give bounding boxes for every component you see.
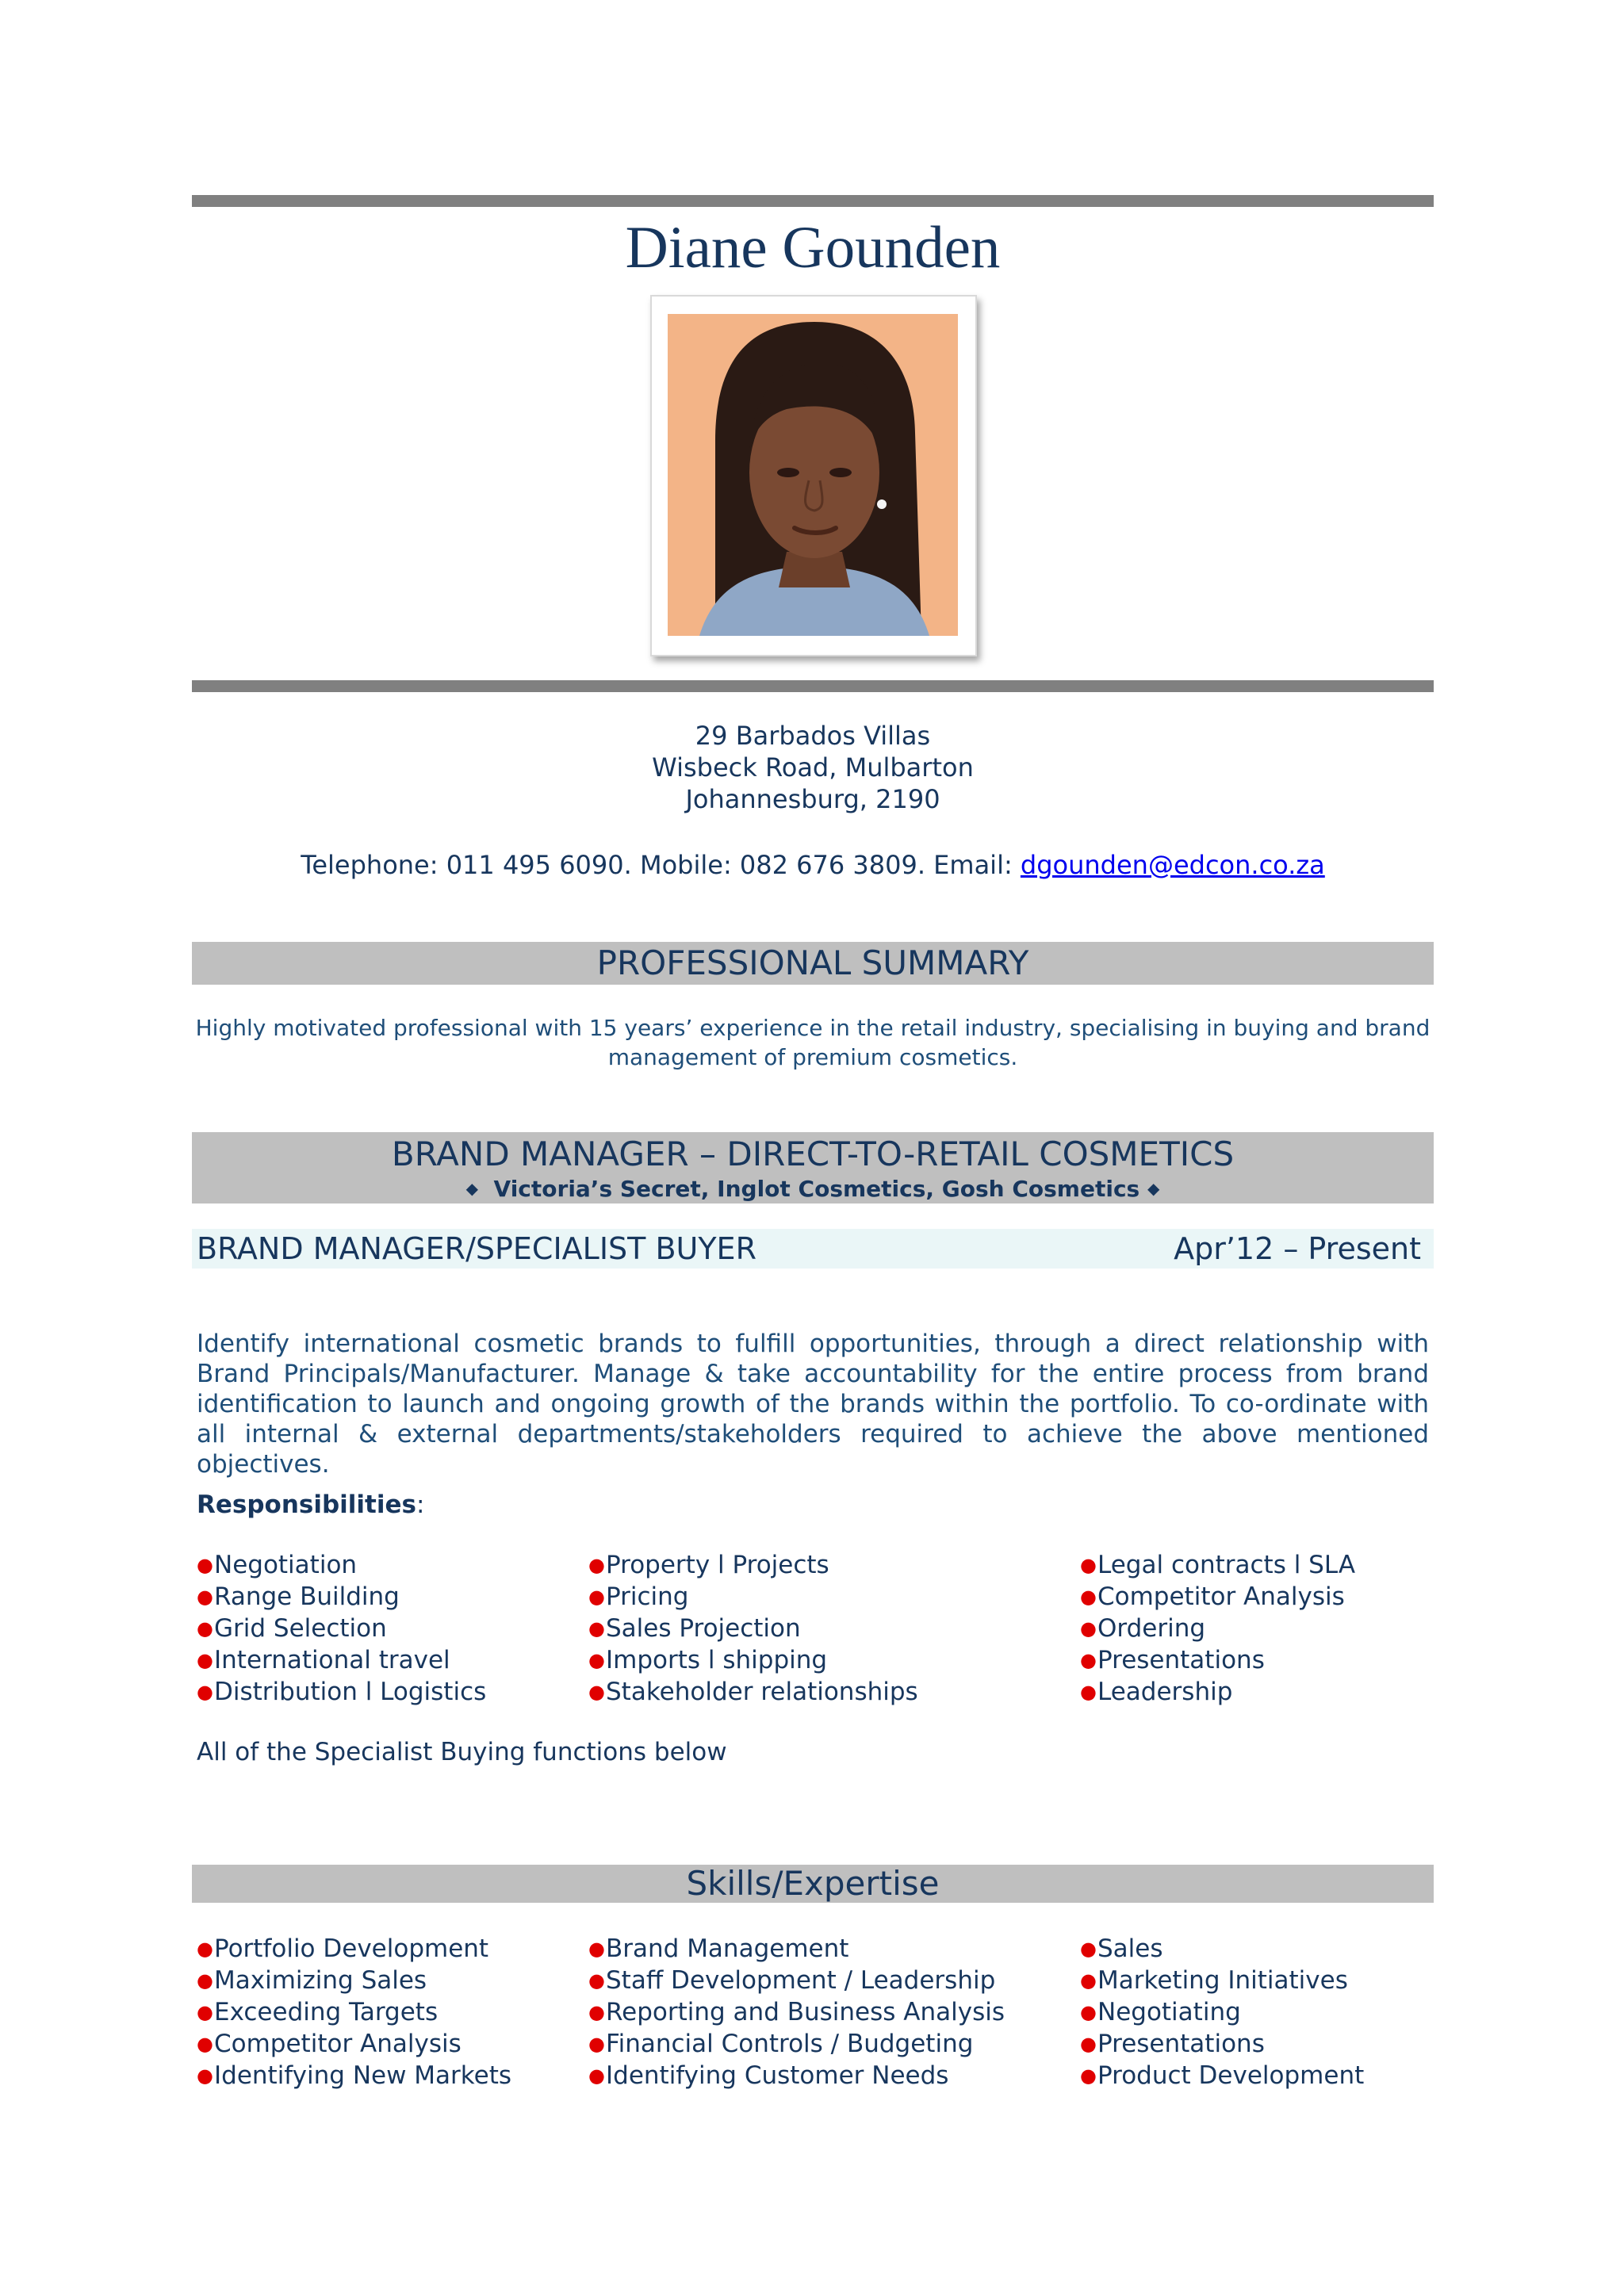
list-item <box>588 1549 918 1581</box>
list-item-label: Grid Selection <box>214 1614 387 1643</box>
list-item <box>197 1549 486 1581</box>
list-item-label: Stakeholder relationships <box>606 1678 918 1706</box>
profile-photo-frame <box>650 295 977 656</box>
list-item-label: Distribution l Logistics <box>214 1678 487 1706</box>
list-item-label: Leadership <box>1097 1678 1233 1706</box>
list-item <box>1080 2028 1364 2060</box>
list-item <box>1080 1581 1355 1613</box>
bullet-icon: ● <box>588 2064 605 2087</box>
list-item-label: Imports l shipping <box>606 1646 828 1674</box>
bullet-icon: ● <box>197 2064 213 2087</box>
list-item <box>588 1933 1005 1965</box>
address-line-3: Johannesburg, 2190 <box>685 784 940 814</box>
professional-summary-text: Highly motivated professional with 15 years’ experience in the retail industry, specialising in buying and brand management of premium cosmetics. <box>195 1015 1431 1070</box>
contact-line <box>192 850 1434 880</box>
list-item <box>1080 1676 1355 1708</box>
bullet-icon: ● <box>197 1617 213 1640</box>
bullet-icon: ● <box>588 2033 605 2055</box>
skills-band <box>192 1865 1434 1903</box>
bullet-icon: ● <box>1080 2064 1097 2087</box>
list-item <box>197 1581 486 1613</box>
list-item <box>588 1581 918 1613</box>
list-item-label: Maximizing Sales <box>214 1966 427 1995</box>
list-item <box>197 2028 511 2060</box>
address-line-1: 29 Barbados Villas <box>695 721 931 751</box>
responsibilities-heading: Responsibilities: <box>197 1490 425 1519</box>
bullet-icon: ● <box>1080 1649 1097 1671</box>
bullet-icon: ● <box>1080 1554 1097 1576</box>
diamond-bullet-icon: ◆ <box>465 1179 479 1198</box>
skills-heading: Skills/Expertise <box>686 1864 940 1903</box>
list-item <box>588 1644 918 1676</box>
professional-summary-band <box>192 942 1434 985</box>
list-item <box>197 1933 511 1965</box>
list-item <box>197 1965 511 1996</box>
bullet-icon: ● <box>197 1681 213 1703</box>
responsibilities-column-3 <box>1080 1549 1355 1708</box>
contact-phone-mobile: Telephone: 011 495 6090. Mobile: 082 676 3809. Email: <box>301 850 1021 880</box>
list-item-label: Legal contracts l SLA <box>1097 1551 1356 1579</box>
list-item-label: Identifying Customer Needs <box>606 2061 949 2090</box>
list-item-label: Negotiating <box>1097 1998 1241 2026</box>
list-item-label: Property l Projects <box>606 1551 829 1579</box>
list-item-label: Competitor Analysis <box>1097 1582 1345 1611</box>
skills-column-1 <box>197 1933 511 2091</box>
bullet-icon: ● <box>588 1649 605 1671</box>
list-item <box>588 2060 1005 2091</box>
list-item-label: Presentations <box>1097 1646 1265 1674</box>
brand-list: Victoria’s Secret, Inglot Cosmetics, Gosh Cosmetics <box>493 1176 1140 1202</box>
diamond-bullet-icon: ◆ <box>1147 1179 1160 1198</box>
list-item-label: Financial Controls / Budgeting <box>606 2030 974 2058</box>
list-item <box>1080 1996 1364 2028</box>
list-item-label: Product Development <box>1097 2061 1365 2090</box>
list-item <box>197 1996 511 2028</box>
brand-manager-band <box>192 1132 1434 1203</box>
list-item-label: Marketing Initiatives <box>1097 1966 1348 1995</box>
list-item-label: Portfolio Development <box>214 1934 489 1963</box>
email-link[interactable]: dgounden@edcon.co.za <box>1020 850 1325 880</box>
list-item-label: Reporting and Business Analysis <box>606 1998 1005 2026</box>
list-item <box>1080 1965 1364 1996</box>
photo-bottom-rule <box>192 680 1434 692</box>
list-item-label: International travel <box>214 1646 450 1674</box>
list-item <box>1080 1613 1355 1644</box>
specialist-buying-note: All of the Specialist Buying functions below <box>197 1738 727 1766</box>
job-title-row <box>192 1229 1434 1269</box>
bullet-icon: ● <box>588 1681 605 1703</box>
bullet-icon: ● <box>197 1649 213 1671</box>
bullet-icon: ● <box>588 1554 605 1576</box>
brand-manager-subheading <box>192 1175 1434 1203</box>
professional-summary-heading: PROFESSIONAL SUMMARY <box>596 943 1029 982</box>
bullet-icon: ● <box>1080 1586 1097 1608</box>
list-item <box>588 1965 1005 1996</box>
bullet-icon: ● <box>197 1586 213 1608</box>
list-item <box>588 2028 1005 2060</box>
brand-manager-heading: BRAND MANAGER – DIRECT-TO-RETAIL COSMETICS <box>391 1135 1235 1173</box>
responsibilities-label: Responsibilities <box>197 1490 416 1519</box>
list-item <box>1080 2060 1364 2091</box>
skills-column-3 <box>1080 1933 1364 2091</box>
list-item <box>588 1613 918 1644</box>
list-item-label: Negotiation <box>214 1551 358 1579</box>
job-title: BRAND MANAGER/SPECIALIST BUYER <box>197 1231 756 1266</box>
list-item-label: Pricing <box>606 1582 689 1611</box>
bullet-icon: ● <box>1080 2033 1097 2055</box>
list-item-label: Sales Projection <box>606 1614 801 1643</box>
list-item-label: Identifying New Markets <box>214 2061 511 2090</box>
top-rule <box>192 195 1434 207</box>
skills-column-2 <box>588 1933 1005 2091</box>
list-item-label: Brand Management <box>606 1934 849 1963</box>
job-dates: Apr’12 – Present <box>1174 1231 1421 1266</box>
list-item <box>1080 1933 1364 1965</box>
list-item-label: Presentations <box>1097 2030 1265 2058</box>
list-item-label: Exceeding Targets <box>214 1998 439 2026</box>
list-item <box>197 1644 486 1676</box>
bullet-icon: ● <box>1080 1681 1097 1703</box>
list-item-label: Range Building <box>214 1582 400 1611</box>
bullet-icon: ● <box>197 1554 213 1576</box>
list-item <box>1080 1549 1355 1581</box>
list-item-label: Sales <box>1097 1934 1163 1963</box>
job-description: Identify international cosmetic brands to fulfill opportunities, through a direct relationship with Brand Principals/Manufacturer. Manage & take accountability for the entire process from brand identification to launch and ongoing growth of the brands within the portfolio. To co-ordinate with all internal & external departments/stakeholders required to achieve the above mentioned objectives. <box>197 1330 1429 1479</box>
list-item <box>197 2060 511 2091</box>
responsibilities-column-1 <box>197 1549 486 1708</box>
bullet-icon: ● <box>197 2033 213 2055</box>
list-item-label: Staff Development / Leadership <box>606 1966 996 1995</box>
bullet-icon: ● <box>588 1617 605 1640</box>
bullet-icon: ● <box>1080 1938 1097 1960</box>
bullet-icon: ● <box>588 2001 605 2023</box>
list-item <box>197 1613 486 1644</box>
profile-photo <box>668 314 958 636</box>
candidate-name: Diane Gounden <box>625 215 1001 281</box>
bullet-icon: ● <box>588 1586 605 1608</box>
address-line-2: Wisbeck Road, Mulbarton <box>652 752 974 783</box>
bullet-icon: ● <box>588 1969 605 1992</box>
bullet-icon: ● <box>197 1938 213 1960</box>
list-item <box>1080 1644 1355 1676</box>
list-item <box>588 1676 918 1708</box>
list-item <box>197 1676 486 1708</box>
bullet-icon: ● <box>197 2001 213 2023</box>
list-item <box>588 1996 1005 2028</box>
bullet-icon: ● <box>1080 1969 1097 1992</box>
bullet-icon: ● <box>197 1969 213 1992</box>
bullet-icon: ● <box>1080 1617 1097 1640</box>
postal-address <box>192 720 1434 815</box>
list-item-label: Competitor Analysis <box>214 2030 462 2058</box>
list-item-label: Ordering <box>1097 1614 1206 1643</box>
bullet-icon: ● <box>1080 2001 1097 2023</box>
responsibilities-column-2 <box>588 1549 918 1708</box>
bullet-icon: ● <box>588 1938 605 1960</box>
